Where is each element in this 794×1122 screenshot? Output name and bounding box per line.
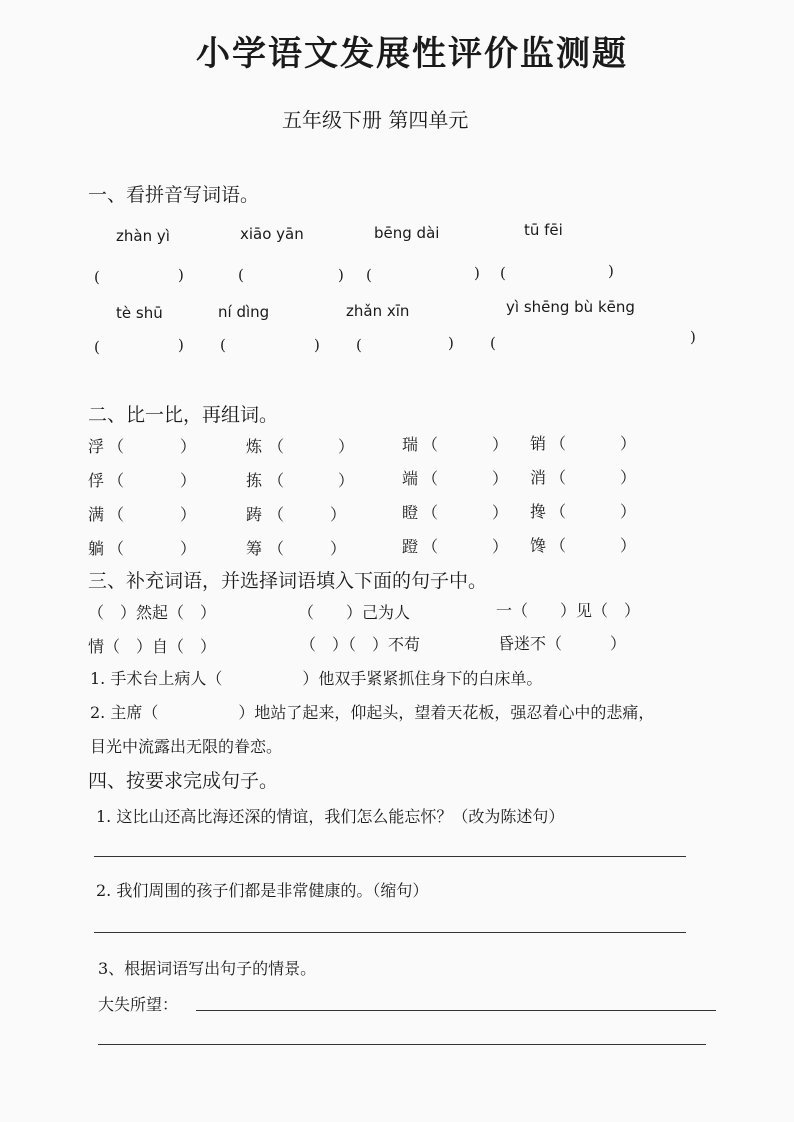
char-item: 踌: [246, 505, 263, 524]
question-continued: 目光中流露出无限的眷恋。: [90, 737, 283, 756]
char-item: 筹: [246, 539, 263, 558]
pinyin: zhàn yì: [116, 227, 170, 245]
blank-close: ): [178, 336, 184, 354]
blank-close: ): [338, 266, 344, 284]
char-item: 炼: [246, 437, 263, 456]
char-item: 消: [530, 468, 547, 487]
answer-label: 大失所望：: [98, 995, 179, 1014]
section-4-heading: 四、按要求完成句子。: [88, 770, 279, 792]
blank-close: ): [690, 328, 696, 346]
char-item: 俘: [88, 471, 105, 490]
char-item: 躺: [88, 539, 105, 558]
char-item: 满: [88, 505, 105, 524]
idiom-blank: （ ）然起（ ）: [88, 603, 217, 622]
idiom-blank: （ ）己为人: [298, 603, 411, 622]
page-subtitle: 五年级下册 第四单元: [282, 108, 469, 132]
char-item: 销: [530, 434, 547, 453]
char-item: 浮: [88, 437, 105, 456]
pinyin: tū fēi: [524, 221, 563, 239]
blank-open: (: [500, 264, 506, 282]
char-item: 端: [402, 469, 419, 488]
blank-close: ): [448, 334, 454, 352]
blank-open: (: [366, 266, 372, 284]
char-item: 瞪: [402, 503, 419, 522]
char-item: 拣: [246, 471, 263, 490]
section-2-heading: 二、比一比，再组词。: [88, 404, 279, 426]
char-item: 瑞: [402, 435, 419, 454]
blank-close: ): [314, 336, 320, 354]
idiom-blank: 情（ ）自（ ）: [88, 637, 217, 656]
pinyin: yì shēng bù kēng: [506, 298, 635, 316]
blank-close: ): [608, 262, 614, 280]
blank-open: (: [94, 338, 100, 356]
idiom-blank: 一（ ）见（ ）: [496, 601, 641, 620]
section-3-heading: 三、补充词语，并选择词语填入下面的句子中。: [88, 570, 488, 592]
pinyin: zhǎn xīn: [346, 302, 410, 320]
question: 1. 这比山还高比海还深的情谊，我们怎么能忘怀？（改为陈述句）: [96, 807, 565, 826]
pinyin: ní dìng: [218, 303, 270, 321]
pinyin: bēng dài: [374, 224, 440, 242]
page-title: 小学语文发展性评价监测题: [196, 34, 628, 74]
char-item: 馋: [530, 536, 547, 555]
blank-open: (: [356, 336, 362, 354]
char-item: 蹬: [402, 537, 419, 556]
pinyin: xiāo yān: [240, 225, 304, 243]
blank-close: ): [474, 264, 480, 282]
pinyin: tè shū: [116, 304, 163, 322]
idiom-blank: 昏迷不（ ）: [498, 634, 627, 653]
char-item: 搀: [530, 502, 547, 521]
question: 2. 我们周围的孩子们都是非常健康的。（缩句）: [96, 881, 429, 900]
answer-line[interactable]: [196, 1010, 716, 1011]
blank-open: (: [94, 268, 100, 286]
blank-open: (: [238, 266, 244, 284]
answer-line[interactable]: [94, 932, 686, 933]
blank-open: (: [220, 336, 226, 354]
blank-close: ): [178, 266, 184, 284]
question: 1. 手术台上病人（ ）他双手紧紧抓住身下的白床单。: [90, 669, 543, 688]
question: 2. 主席（ ）地站了起来，仰起头，望着天花板，强忍着心中的悲痛，: [90, 703, 655, 722]
section-1-heading: 一、看拼音写词语。: [88, 184, 260, 206]
question: 3、根据词语写出句子的情景。: [98, 959, 317, 978]
answer-line[interactable]: [94, 856, 686, 857]
idiom-blank: （ ）（ ）不苟: [300, 635, 421, 654]
blank-open: (: [490, 334, 496, 352]
answer-line[interactable]: [98, 1044, 706, 1045]
